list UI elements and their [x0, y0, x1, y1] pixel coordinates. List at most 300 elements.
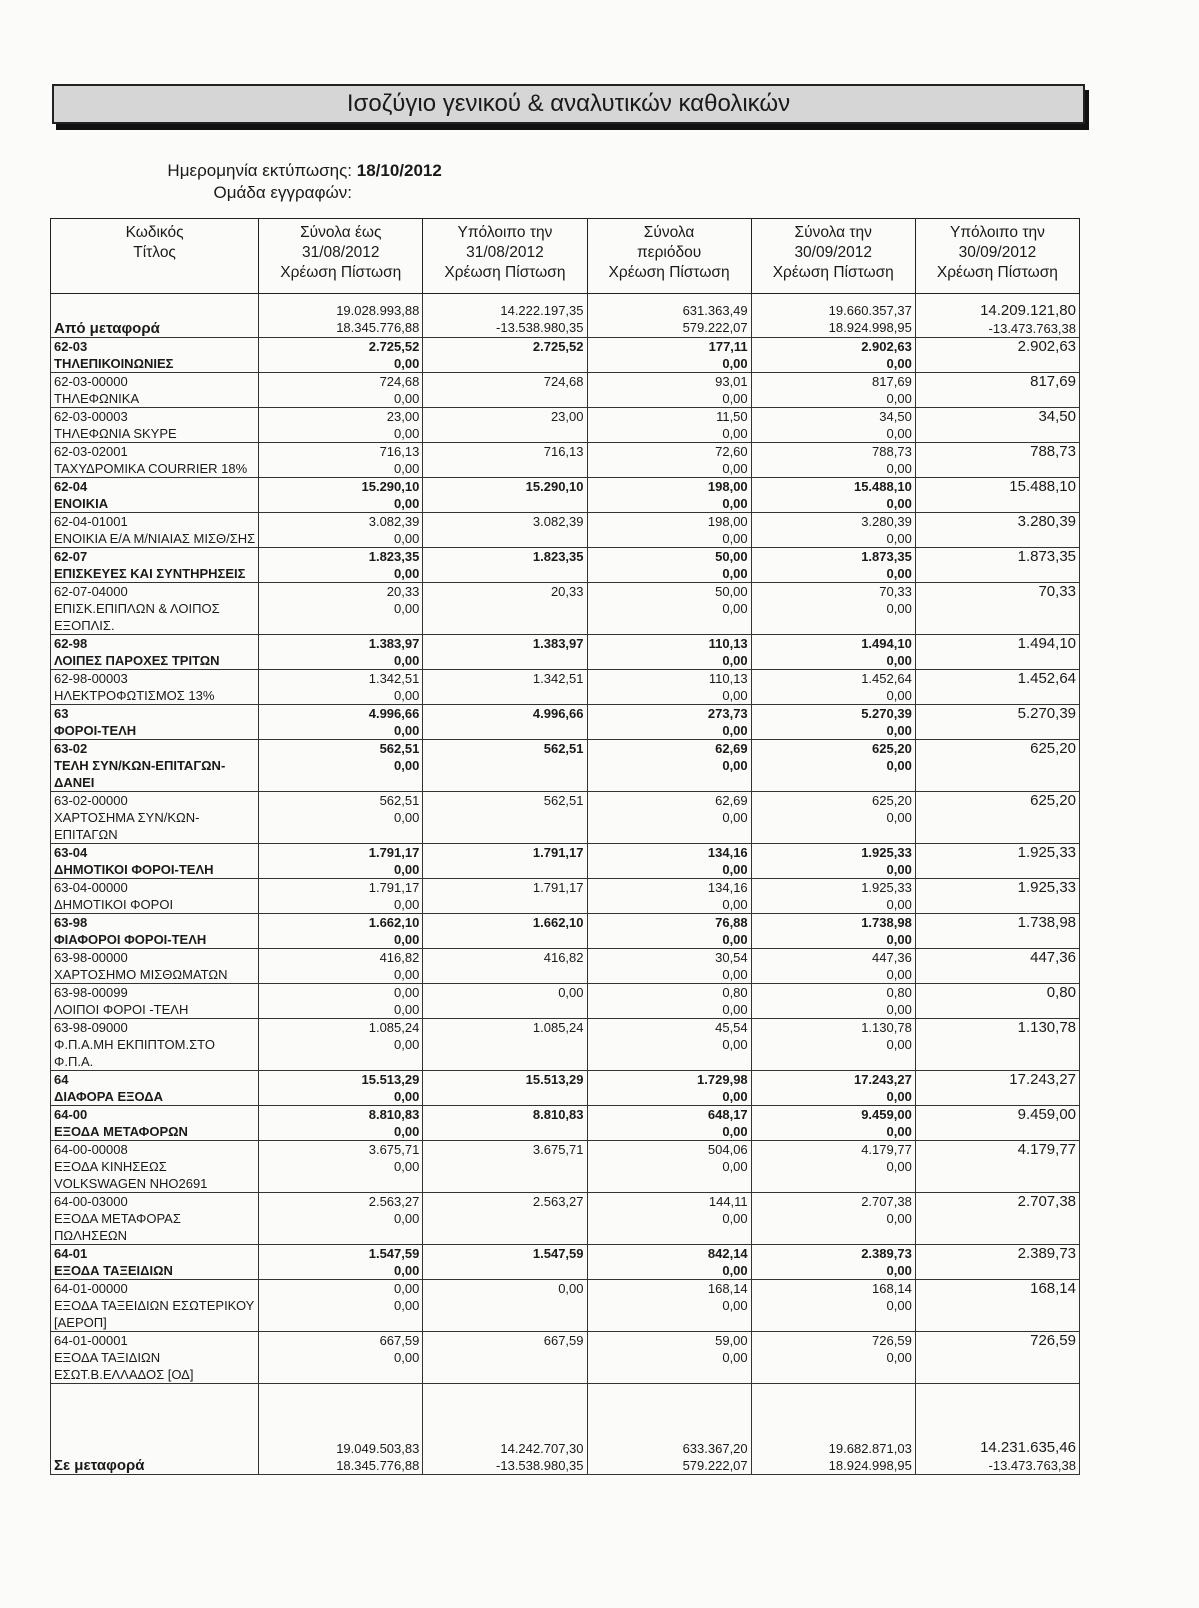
table-row [51, 1106, 1080, 1141]
debit-value: 0,00 [558, 985, 584, 1000]
amount-cell [915, 879, 1079, 914]
debit-value: 3.280,39 [861, 514, 912, 529]
account-name: ΛΟΙΠΟΙ ΦΟΡΟΙ -ΤΕΛΗ [54, 1002, 189, 1017]
debit-value: 4.996,66 [368, 706, 420, 721]
debit-value: 3.280,39 [1017, 513, 1076, 530]
column-header-line: Χρέωση Πίστωση [936, 264, 1058, 281]
table-row [51, 1141, 1080, 1193]
credit-value: 0,00 [722, 356, 748, 371]
debit-value: 8.810,83 [368, 1107, 420, 1122]
amount-cell [423, 548, 587, 583]
amount-cell [915, 705, 1079, 740]
amount-cell [259, 583, 423, 635]
amount-cell [259, 949, 423, 984]
debit-value: 19.049.503,83 [336, 1441, 420, 1456]
account-cell [51, 1019, 259, 1071]
debit-value: 198,00 [707, 514, 748, 529]
debit-value: 625,20 [1030, 740, 1076, 757]
table-row [51, 1019, 1080, 1071]
debit-value: 177,11 [708, 339, 748, 354]
account-name: ΤΗΛΕΦΩΝΙΑ SKYPE [54, 426, 177, 441]
amount-cell [423, 740, 587, 792]
table-row [51, 844, 1080, 879]
debit-value: 1.383,97 [532, 636, 584, 651]
amount-cell [259, 635, 423, 670]
debit-value: 1.452,64 [861, 671, 912, 686]
credit-value: 0,00 [886, 566, 912, 581]
debit-value: 110,13 [708, 636, 748, 651]
debit-value: 70,33 [1038, 583, 1076, 600]
debit-value: 14.242.707,30 [500, 1441, 584, 1456]
amount-cell [751, 478, 915, 513]
credit-value: 0,00 [394, 566, 420, 581]
account-name: ΤΗΛΕΠΙΚΟΙΝΩΝΙΕΣ [54, 356, 174, 371]
debit-value: 562,51 [543, 741, 584, 756]
credit-value: 0,00 [394, 897, 420, 912]
account-cell [51, 583, 259, 635]
group-label: Ομάδα εγγραφών: [213, 183, 352, 202]
debit-value: 15.290,10 [361, 479, 420, 494]
amount-cell [423, 1332, 587, 1384]
amount-cell [423, 705, 587, 740]
amount-cell [915, 1245, 1079, 1280]
account-code: 62-07-04000 [54, 584, 128, 599]
account-name: ΕΠΙΣΚ.ΕΠΙΠΛΩΝ & ΛΟΙΠΟΣ ΕΞΟΠΛΙΣ. [54, 601, 220, 633]
credit-value: 0,00 [722, 932, 748, 947]
credit-value: 0,00 [722, 723, 748, 738]
debit-value: 15.513,29 [525, 1072, 584, 1087]
credit-value: 0,00 [722, 653, 748, 668]
table-row [51, 740, 1080, 792]
table-row [51, 984, 1080, 1019]
amount-cell [587, 338, 751, 373]
debit-value: 17.243,27 [1009, 1071, 1076, 1088]
amount-cell [587, 844, 751, 879]
amount-cell [259, 294, 423, 338]
debit-value: 1.823,35 [532, 549, 584, 564]
credit-value: 0,00 [722, 1002, 748, 1017]
amount-cell [915, 844, 1079, 879]
account-code: 62-04-01001 [54, 514, 128, 529]
amount-cell [751, 1141, 915, 1193]
carry-in-row [51, 294, 1080, 338]
account-cell [51, 635, 259, 670]
credit-value: 0,00 [886, 356, 912, 371]
credit-value: 0,00 [722, 758, 748, 773]
debit-value: 788,73 [872, 444, 912, 459]
account-cell [51, 373, 259, 408]
amount-cell [259, 914, 423, 949]
debit-value: 20,33 [550, 584, 584, 599]
account-code: 62-98-00003 [54, 671, 128, 686]
table-row [51, 443, 1080, 478]
amount-cell [587, 513, 751, 548]
credit-value: 18.345.776,88 [336, 1458, 420, 1473]
amount-cell [915, 1141, 1079, 1193]
credit-value: 0,00 [394, 1350, 420, 1365]
amount-cell [587, 879, 751, 914]
debit-value: 72,60 [715, 444, 748, 459]
credit-value: 0,00 [886, 1211, 912, 1226]
column-header-line: Τίτλος [133, 244, 176, 261]
amount-cell [751, 338, 915, 373]
credit-value: 0,00 [886, 688, 912, 703]
amount-cell [587, 792, 751, 844]
amount-cell [423, 1106, 587, 1141]
debit-value: 8.810,83 [532, 1107, 584, 1122]
debit-value: 667,59 [543, 1333, 584, 1348]
debit-value: 1.738,98 [1017, 914, 1076, 931]
carry-out-row [51, 1384, 1080, 1475]
amount-cell [915, 1019, 1079, 1071]
column-header-line: 30/09/2012 [958, 244, 1037, 261]
debit-value: 14.209.121,80 [980, 302, 1076, 319]
debit-value: 15.290,10 [525, 479, 584, 494]
credit-value: 0,00 [886, 1159, 912, 1174]
table-row [51, 914, 1080, 949]
credit-value: 0,00 [722, 1089, 748, 1104]
debit-value: 1.342,51 [368, 671, 420, 686]
debit-value: 20,33 [386, 584, 420, 599]
table-row [51, 1193, 1080, 1245]
amount-cell [587, 373, 751, 408]
debit-value: 14.222.197,35 [500, 303, 584, 318]
debit-value: 9.459,00 [861, 1107, 912, 1122]
account-cell [51, 443, 259, 478]
debit-value: 0,00 [558, 1281, 584, 1296]
column-header-line: Υπόλοιπο την [949, 224, 1045, 241]
amount-cell [423, 670, 587, 705]
debit-value: 625,20 [1030, 792, 1076, 809]
credit-value: 0,00 [722, 897, 748, 912]
column-header-line: 31/08/2012 [301, 244, 380, 261]
account-name: Φ.Π.Α.ΜΗ ΕΚΠΙΠΤΟΜ.ΣΤΟ Φ.Π.Α. [54, 1037, 215, 1069]
column-header-line: 31/08/2012 [466, 244, 544, 261]
debit-value: 134,16 [707, 880, 748, 895]
credit-value: 0,00 [394, 356, 420, 371]
account-code: 63-98 [54, 915, 88, 930]
amount-cell [259, 338, 423, 373]
amount-cell [915, 914, 1079, 949]
debit-value: 1.925,33 [1017, 879, 1076, 896]
amount-cell [587, 635, 751, 670]
debit-value: 70,33 [879, 584, 912, 599]
debit-value: 62,69 [715, 741, 748, 756]
credit-value: 0,00 [886, 758, 912, 773]
amount-cell [423, 583, 587, 635]
table-row [51, 670, 1080, 705]
amount-cell [423, 914, 587, 949]
debit-value: 2.563,27 [368, 1194, 420, 1209]
credit-value: 0,00 [886, 601, 912, 616]
debit-value: 5.270,39 [1017, 705, 1076, 722]
debit-value: 1.130,78 [1017, 1019, 1076, 1036]
column-header-line: Κωδικός [125, 224, 184, 241]
print-date-value: 18/10/2012 [356, 161, 442, 180]
amount-cell [751, 879, 915, 914]
amount-cell [423, 792, 587, 844]
amount-cell [587, 984, 751, 1019]
table-row [51, 1332, 1080, 1384]
amount-cell [915, 478, 1079, 513]
table-row [51, 879, 1080, 914]
account-cell [51, 705, 259, 740]
account-name: ΕΞΟΔΑ ΜΕΤΑΦΟΡΩΝ [54, 1124, 188, 1139]
account-cell [51, 914, 259, 949]
column-header-line: Σύνολα έως [300, 224, 382, 241]
credit-value: 0,00 [886, 1350, 912, 1365]
amount-cell [423, 879, 587, 914]
column-header [51, 219, 259, 294]
amount-cell [751, 1384, 915, 1475]
account-code: 62-03 [54, 339, 88, 354]
amount-cell [915, 294, 1079, 338]
amount-cell [915, 792, 1079, 844]
debit-value: 1.547,59 [368, 1246, 420, 1261]
debit-value: 34,50 [1038, 408, 1076, 425]
amount-cell [423, 1384, 587, 1475]
amount-cell [751, 1071, 915, 1106]
debit-value: 562,51 [379, 793, 420, 808]
amount-cell [751, 1280, 915, 1332]
credit-value: 0,00 [722, 810, 748, 825]
credit-value: 0,00 [394, 1298, 420, 1313]
amount-cell [915, 338, 1079, 373]
account-name: ΛΟΙΠΕΣ ΠΑΡΟΧΕΣ ΤΡΙΤΩΝ [54, 653, 220, 668]
debit-value: 0,80 [886, 985, 912, 1000]
account-name: ΤΗΛΕΦΩΝΙΚΑ [54, 391, 140, 406]
credit-value: 18.345.776,88 [336, 320, 420, 335]
amount-cell [423, 1193, 587, 1245]
amount-cell [751, 294, 915, 338]
amount-cell [259, 984, 423, 1019]
debit-value: 447,36 [1030, 949, 1076, 966]
account-code: 64-00-00008 [54, 1142, 128, 1157]
account-name: ΦΙΑΦΟΡΟΙ ΦΟΡΟΙ-ΤΕΛΗ [54, 932, 207, 947]
credit-value: 0,00 [886, 723, 912, 738]
account-code: 64-00 [54, 1107, 88, 1122]
debit-value: 0,80 [722, 985, 748, 1000]
credit-value: 0,00 [722, 566, 748, 581]
debit-value: 30,54 [715, 950, 748, 965]
credit-value: 0,00 [394, 601, 420, 616]
column-header-line: Χρέωση Πίστωση [280, 264, 402, 281]
debit-value: 2.902,63 [861, 339, 912, 354]
amount-cell [423, 1245, 587, 1280]
amount-cell [587, 1193, 751, 1245]
debit-value: 1.791,17 [368, 845, 420, 860]
credit-value: 0,00 [886, 391, 912, 406]
account-cell [51, 879, 259, 914]
account-code: 63-04-00000 [54, 880, 128, 895]
credit-value: 0,00 [394, 1002, 420, 1017]
debit-value: 2.389,73 [1017, 1245, 1076, 1262]
credit-value: 0,00 [722, 496, 748, 511]
amount-cell [259, 670, 423, 705]
amount-cell [423, 1019, 587, 1071]
account-name: ΧΑΡΤΟΣΗΜΑ ΣΥΝ/ΚΩΝ-ΕΠΙΤΑΓΩΝ [54, 810, 200, 842]
debit-value: 788,73 [1030, 443, 1076, 460]
credit-value: 0,00 [394, 723, 420, 738]
amount-cell [915, 408, 1079, 443]
credit-value: 0,00 [886, 967, 912, 982]
credit-value: 0,00 [394, 758, 420, 773]
column-header-line: Χρέωση Πίστωση [444, 264, 566, 281]
amount-cell [915, 949, 1079, 984]
amount-cell [587, 583, 751, 635]
credit-value: 0,00 [886, 897, 912, 912]
debit-value: 3.675,71 [368, 1142, 420, 1157]
credit-value: 0,00 [394, 967, 420, 982]
amount-cell [751, 583, 915, 635]
debit-value: 724,68 [543, 374, 584, 389]
debit-value: 716,13 [379, 444, 420, 459]
credit-value: -13.538.980,35 [496, 320, 584, 335]
debit-value: 724,68 [379, 374, 420, 389]
debit-value: 50,00 [715, 584, 748, 599]
amount-cell [751, 1193, 915, 1245]
debit-value: 2.725,52 [532, 339, 584, 354]
account-cell [51, 1245, 259, 1280]
column-header [259, 219, 423, 294]
account-name: ΕΞΟΔΑ ΤΑΞΙΔΙΩΝ ΕΣΩΤ.Β.ΕΛΛΑΔΟΣ [ΟΔ] [54, 1350, 194, 1382]
debit-value: 198,00 [707, 479, 748, 494]
amount-cell [751, 844, 915, 879]
debit-value: 633.367,20 [682, 1441, 748, 1456]
credit-value: 0,00 [722, 1211, 748, 1226]
amount-cell [423, 844, 587, 879]
credit-value: 0,00 [394, 391, 420, 406]
debit-value: 168,14 [707, 1281, 748, 1296]
debit-value: 631.363,49 [682, 303, 748, 318]
debit-value: 15.513,29 [361, 1072, 420, 1087]
amount-cell [259, 1332, 423, 1384]
amount-cell [587, 548, 751, 583]
amount-cell [423, 478, 587, 513]
credit-value: 0,00 [722, 1298, 748, 1313]
credit-value: 0,00 [394, 1159, 420, 1174]
debit-value: 447,36 [872, 950, 912, 965]
debit-value: 9.459,00 [1017, 1106, 1076, 1123]
table-body [51, 294, 1080, 1475]
credit-value: 0,00 [394, 653, 420, 668]
amount-cell [423, 984, 587, 1019]
table-row [51, 1071, 1080, 1106]
amount-cell [751, 373, 915, 408]
table-row [51, 949, 1080, 984]
credit-value: 0,00 [722, 1037, 748, 1052]
amount-cell [423, 949, 587, 984]
debit-value: 14.231.635,46 [980, 1439, 1076, 1456]
debit-value: 2.563,27 [532, 1194, 584, 1209]
amount-cell [915, 984, 1079, 1019]
column-header-line: Υπόλοιπο την [457, 224, 553, 241]
credit-value: 0,00 [394, 1037, 420, 1052]
amount-cell [751, 792, 915, 844]
debit-value: 1.085,24 [368, 1020, 420, 1035]
account-cell [51, 1106, 259, 1141]
debit-value: 1.791,17 [532, 880, 584, 895]
amount-cell [259, 740, 423, 792]
account-name: ΔΗΜΟΤΙΚΟΙ ΦΟΡΟΙ [54, 897, 174, 912]
amount-cell [751, 1106, 915, 1141]
account-cell [51, 478, 259, 513]
debit-value: 93,01 [715, 374, 748, 389]
report-title: Ισοζύγιο γενικού & αναλυτικών καθολικών [52, 84, 1085, 124]
amount-cell [915, 740, 1079, 792]
credit-value: 18.924.998,95 [828, 1458, 912, 1473]
debit-value: 1.662,10 [532, 915, 584, 930]
amount-cell [259, 408, 423, 443]
debit-value: 0,00 [394, 985, 420, 1000]
debit-value: 2.707,38 [1017, 1193, 1076, 1210]
account-cell [51, 844, 259, 879]
amount-cell [751, 513, 915, 548]
amount-cell [587, 670, 751, 705]
amount-cell [587, 1106, 751, 1141]
credit-value: 0,00 [722, 531, 748, 546]
account-code: 62-98 [54, 636, 88, 651]
amount-cell [259, 1245, 423, 1280]
credit-value: 0,00 [394, 1124, 420, 1139]
account-cell [51, 984, 259, 1019]
account-name: ΤΕΛΗ ΣΥΝ/ΚΩΝ-ΕΠΙΤΑΓΩΝ-ΔΑΝΕΙ [54, 758, 226, 790]
account-code: 63 [54, 706, 69, 721]
credit-value: 0,00 [886, 1089, 912, 1104]
credit-value: -13.538.980,35 [496, 1458, 584, 1473]
credit-value: 0,00 [722, 461, 748, 476]
account-name: ΔΗΜΟΤΙΚΟΙ ΦΟΡΟΙ-ΤΕΛΗ [54, 862, 214, 877]
account-code: 62-03-00000 [54, 374, 128, 389]
amount-cell [587, 740, 751, 792]
amount-cell [259, 443, 423, 478]
credit-value: 0,00 [394, 1263, 420, 1278]
amount-cell [259, 548, 423, 583]
debit-value: 1.342,51 [532, 671, 584, 686]
account-cell [51, 1141, 259, 1193]
amount-cell [423, 635, 587, 670]
carry-in-label: Από μεταφορά [51, 294, 259, 338]
credit-value: 0,00 [886, 1037, 912, 1052]
account-name: ΕΞΟΔΑ ΚΙΝΗΣΕΩΣ VOLKSWAGEN ΝΗΟ2691 [54, 1159, 208, 1191]
amount-cell [751, 705, 915, 740]
amount-cell [259, 1106, 423, 1141]
amount-cell [915, 635, 1079, 670]
debit-value: 23,00 [386, 409, 420, 424]
debit-value: 625,20 [872, 741, 912, 756]
credit-value: 0,00 [886, 1002, 912, 1017]
table-header-row [51, 219, 1080, 294]
credit-value: 0,00 [886, 1263, 912, 1278]
credit-value: 0,00 [394, 461, 420, 476]
amount-cell [259, 792, 423, 844]
account-cell [51, 513, 259, 548]
column-header [751, 219, 915, 294]
column-header-line: περιόδου [636, 244, 702, 261]
amount-cell [587, 1280, 751, 1332]
column-header-line: Χρέωση Πίστωση [608, 264, 730, 281]
debit-value: 3.675,71 [532, 1142, 584, 1157]
amount-cell [423, 1141, 587, 1193]
debit-value: 19.682.871,03 [828, 1441, 912, 1456]
print-date-line [152, 160, 442, 182]
credit-value: 0,00 [394, 531, 420, 546]
credit-value: 0,00 [722, 391, 748, 406]
account-code: 64-01-00001 [54, 1333, 128, 1348]
credit-value: 0,00 [886, 496, 912, 511]
account-cell [51, 338, 259, 373]
debit-value: 76,88 [715, 915, 748, 930]
